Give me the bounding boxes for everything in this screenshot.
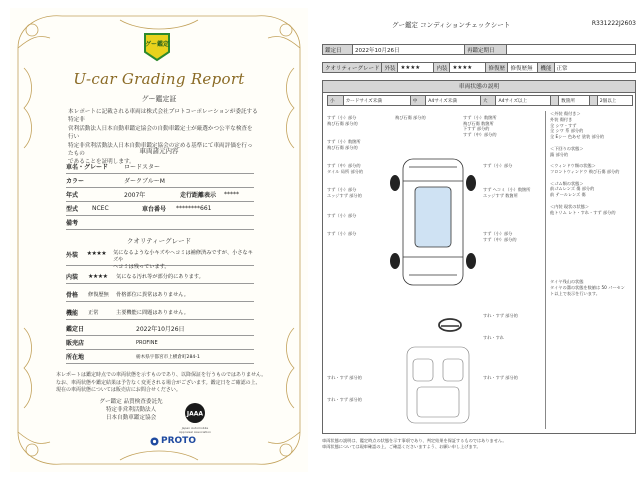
label-interior: 内装 xyxy=(66,274,79,281)
row-address xyxy=(66,350,254,364)
damage-note: すず（中）部分的 タイル 局所 部分的 xyxy=(327,163,364,174)
label-date: 鑑定日 xyxy=(323,45,353,55)
jaaa-label: Japan Automobile Appraisal Association xyxy=(178,426,212,434)
row-grade xyxy=(66,160,254,174)
row-frame xyxy=(66,288,254,302)
value-renewal xyxy=(507,45,636,55)
condition-check-sheet xyxy=(322,14,636,474)
interior-note: すれ・すず 部分的 xyxy=(483,313,518,318)
steering-wheel-icon xyxy=(437,317,463,333)
value-model: NCEC xyxy=(92,205,109,212)
certificate-title: U-car Grading Report xyxy=(73,70,245,88)
label-chassis: 車台番号 xyxy=(142,206,167,213)
row-inspection-date xyxy=(66,322,254,336)
label-engine: 機能 xyxy=(66,310,79,317)
certificate-disclaimer: 本レポートは鑑定時点での車両状態を示すものであり、以降保証を行うものではありません。 なお、車両状態や鑑定結果は予告なく変更される場合がございます。鑑定日をご確認の上、 現在の車両状態については販売店にお問合せください。 xyxy=(56,372,267,394)
condition-panel xyxy=(322,80,636,434)
value-exterior-stars: ★★★★ xyxy=(86,250,107,257)
size-several-desc: 数箇所 xyxy=(559,96,589,106)
value-color: ダークブルーM xyxy=(124,178,165,185)
size-legend-table xyxy=(327,95,633,106)
interior-note: すれ・すれ xyxy=(483,335,504,340)
label-dealer: 販売店 xyxy=(66,340,85,347)
certificate-intro: 本レポートに記載される車両は株式会社プロトコーポレーションが委託する特定非 営利活動法人日本自動車鑑定協会の自動車鑑定士が厳選かつ公平な検査を行い 特定非営利活動法人日本自動車鑑定協会の定める基準にて車両評価を行ったもの であることを証明します。 xyxy=(68,109,258,166)
damage-note: すず（小）数箇所 飛び石傷 数箇所 下すず 部分的 すず（中）部分的 xyxy=(463,115,497,137)
size-blank-1 xyxy=(551,96,559,106)
damage-note: すず（小）数箇所 飛び石傷 部分的 xyxy=(327,139,361,150)
size-small-desc: カードサイズ未満 xyxy=(343,96,410,106)
damage-note: 飛び石傷 部分的 xyxy=(395,115,426,120)
size-medium-desc: A4サイズ未満 xyxy=(426,96,481,106)
grade-table xyxy=(322,62,636,73)
damage-note: すず（小）部分 xyxy=(327,231,357,236)
row-exterior xyxy=(66,248,254,270)
value-inspection-date: 2022年10月26日 xyxy=(136,326,185,333)
label-renewal: 再鑑定期日 xyxy=(465,45,507,55)
row-model xyxy=(66,202,254,216)
value-repair: 修復歴無 xyxy=(508,63,538,73)
frame-description: 骨格部位に異常はありません。 xyxy=(116,292,189,298)
value-sheet-interior: ★★★★ xyxy=(450,63,486,73)
condition-header: 車両状態の説明 xyxy=(323,81,635,93)
proto-logo xyxy=(150,436,196,446)
value-chassis: ********661 xyxy=(176,205,212,212)
value-function: 正常 xyxy=(554,63,636,73)
size-large-desc: A4サイズ以上 xyxy=(496,96,551,106)
label-inspection-date: 鑑定日 xyxy=(66,326,85,333)
svg-text:JAAA: JAAA xyxy=(186,410,204,418)
label-sheet-interior: 内装 xyxy=(434,63,450,73)
appraiser-signature: グー鑑定 品質検査委託先 特定非営利活動法人 日本自動車鑑定協会 xyxy=(99,399,163,422)
row-engine xyxy=(66,306,254,320)
label-mileage: 走行距離表示 xyxy=(180,192,217,199)
size-blank-2 xyxy=(589,96,597,106)
engine-description: 主要機能に問題はありません。 xyxy=(116,310,189,316)
label-sheet-exterior: 外装 xyxy=(382,63,398,73)
proto-brand-text: PROTO xyxy=(161,436,196,446)
exterior-car-diagram xyxy=(385,157,481,287)
value-grade: ロードスター xyxy=(124,164,160,171)
proto-mark-icon xyxy=(150,437,159,446)
damage-note: すず（小）部分 xyxy=(327,213,357,218)
size-multiple-desc: 2個以上 xyxy=(597,96,632,106)
value-frame: 修復歴無 xyxy=(88,292,109,298)
jaaa-logo-icon xyxy=(184,402,206,424)
damage-note: すず ヘコミ（小）数箇所 エッジすず 数箇所 xyxy=(483,187,531,198)
label-exterior: 外装 xyxy=(66,252,79,259)
value-engine: 正常 xyxy=(88,310,99,316)
interior-note: すれ・すず 部分的 xyxy=(327,375,362,380)
damage-note: すず（小）部分 xyxy=(483,163,513,168)
size-large-label: 大 xyxy=(480,96,496,106)
value-interior-stars: ★★★★ xyxy=(88,273,108,280)
row-year xyxy=(66,188,254,202)
condition-legend: ＜外装 傷付き＞ 外装 傷付き 全 シワ・すず 全 シワ 系 部分的 全 Eシー 色あせ 塗装 部分的 ＜下回りの状態＞ 錆 部分的 ＜ウィンドウ類の状態＞ フロントウィンドウ 飛び石傷 部分的 ＜ゴム類の状態＞ 前ゴムレンズ 傷 部分的 前 テールレンズ 傷 ＜内装 現状の状態＞ 他トリム レト・すれ・すず 部分的 タイヤ残山の状態 タイヤの溝の状態を数値は 50 パーセン ト以上で表示を行います。 xyxy=(545,111,635,429)
grading-certificate xyxy=(10,8,308,472)
sheet-footer-note: 車両状態の説明は、鑑定時点の状態を示す事項であり、判定結果を保証するものではありません。 車両状態については現車確認の上、ご確認くださいますよう、お願い申し上げます。 xyxy=(322,438,507,449)
value-address: 栃木県宇都宮市上横倉町284-1 xyxy=(136,354,200,360)
goo-appraisal-badge-icon xyxy=(143,32,171,62)
document-number: R331222J2603 xyxy=(591,20,636,27)
header-table xyxy=(322,44,636,55)
interior-note: すれ・すず 部分的 xyxy=(327,397,362,402)
value-date: 2022年10月26日 xyxy=(353,45,465,55)
row-remarks xyxy=(66,216,254,230)
size-small-label: 小 xyxy=(328,96,344,106)
damage-note: すず（小）部分 飛び石傷 部分的 xyxy=(327,115,358,126)
exterior-description: 気になるような小キズやヘコミは補修済みですが、小さなキズや ヘコミは残っています。 xyxy=(112,250,253,270)
label-quality-grade: クオリティーグレード xyxy=(323,63,382,73)
damage-note: すず（小）部分 すず（中）部分的 xyxy=(483,231,517,242)
label-frame: 骨格 xyxy=(66,292,79,299)
interior-note: すれ・すず 部分的 xyxy=(483,375,518,380)
label-year: 年式 xyxy=(66,192,79,199)
size-medium-label: 中 xyxy=(410,96,426,106)
certificate-subtitle: グー鑑定証 xyxy=(141,95,177,103)
badge-text: グー鑑定 xyxy=(144,41,170,48)
quality-section-heading: クオリティーグレード xyxy=(126,237,192,245)
value-year: 2007年 xyxy=(124,192,146,199)
sheet-title: グー鑑定 コンディションチェックシート xyxy=(392,21,511,29)
label-color: カラー xyxy=(66,178,85,185)
damage-note: すず（小）部分 エッジすず 部分的 xyxy=(327,187,362,198)
value-sheet-exterior: ★★★★ xyxy=(398,63,434,73)
label-repair: 修復歴 xyxy=(486,63,508,73)
row-dealer xyxy=(66,336,254,350)
label-address: 所在地 xyxy=(66,354,85,361)
value-mileage: ***** xyxy=(224,191,239,198)
row-color xyxy=(66,174,254,188)
value-dealer: PROFINE xyxy=(136,339,158,346)
interior-seat-diagram xyxy=(403,343,473,427)
label-model: 型式 xyxy=(66,206,79,213)
label-grade: 車名・グレード xyxy=(66,164,109,171)
vehicle-section-heading: 車両諸元内容 xyxy=(139,147,179,155)
row-interior xyxy=(66,270,254,284)
label-function: 機能 xyxy=(538,63,554,73)
label-remarks: 備考 xyxy=(66,220,79,227)
interior-description: 気になる汚れ等が部分的にあります。 xyxy=(116,274,204,280)
